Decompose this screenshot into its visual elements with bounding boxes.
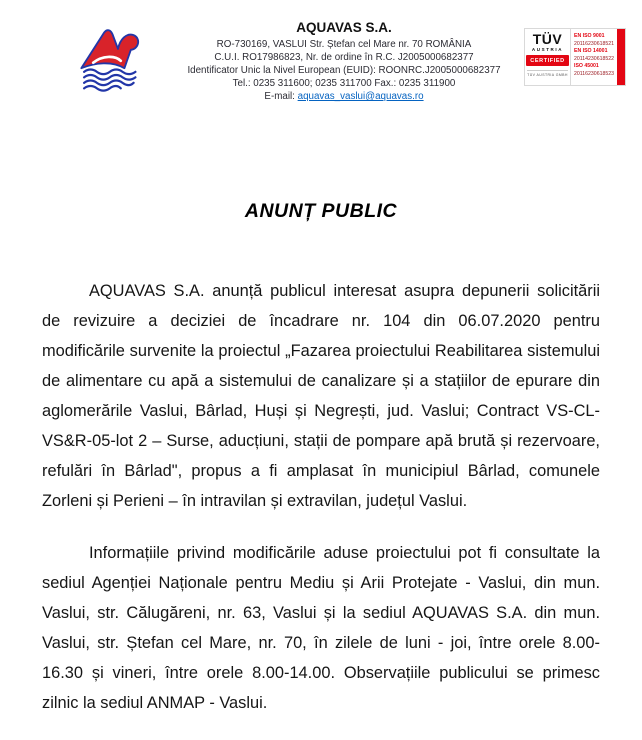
aquavas-logo xyxy=(76,18,164,97)
standard-name: ISO 45001 xyxy=(574,63,599,69)
page-title: ANUNȚ PUBLIC xyxy=(244,200,398,222)
standard-number: 20116230618521 xyxy=(574,40,615,47)
email-label: E-mail: xyxy=(264,91,295,102)
standard-name: EN ISO 14001 xyxy=(574,48,608,54)
letterhead-text xyxy=(164,18,524,104)
address-line-3: Identificator Unic la Nivel European (EUID): ROONRC.J2005000682377 xyxy=(187,65,501,76)
standard-number: 20116230618523 xyxy=(574,70,615,77)
address-line-1: RO-730169, VASLUI Str. Ștefan cel Mare nr. 70 ROMÂNIA xyxy=(216,39,472,50)
standard-name: EN ISO 9001 xyxy=(574,33,605,39)
company-name: AQUAVAS S.A. xyxy=(296,20,392,35)
address-line-2: C.U.I. RO17986823, Nr. de ordine în R.C. J2005000682377 xyxy=(214,52,474,63)
address-line-4: Tel.: 0235 311600; 0235 311700 Fax.: 0235 311900 xyxy=(232,78,456,89)
aquavas-logo-graphic xyxy=(76,26,160,92)
standard-number: 20114230618522 xyxy=(574,55,615,62)
tuv-standards-list xyxy=(571,29,617,85)
tuv-footer-label: TÜV AUSTRIA GMBH xyxy=(527,70,568,77)
email-link[interactable]: aquavas_vaslui@aquavas.ro xyxy=(297,91,424,102)
tuv-certification-badge xyxy=(524,28,626,86)
letterhead xyxy=(0,18,642,104)
tuv-red-stripe xyxy=(617,29,625,85)
tuv-region-label: AUSTRIA xyxy=(531,47,564,52)
tuv-certified-label: CERTIFIED xyxy=(526,55,568,66)
document-body xyxy=(42,276,600,740)
tuv-brand-logo: TÜV xyxy=(532,31,563,47)
tuv-logo-panel xyxy=(525,29,571,85)
paragraph-2: Informațiile privind modificările aduse proiectului pot fi consultate la sediul Agenției Naționale pentru Mediu și Arii Protejate - Vaslui, din mun. Vaslui, str. Călugăreni, nr. 63, Vaslui și la sediul AQUAVAS S.A. din mun. Vaslui, str. Ștefan cel Mare, nr. 70, în zilele de luni - joi, între orele 8.00-16.30 și vineri, între orele 8.00-14.00. Observațiile publicului se primesc zilnic la sediul ANMAP - Vaslui. xyxy=(42,544,600,712)
paragraph-1: AQUAVAS S.A. anunță publicul interesat asupra depunerii solicitării de revizuire a deciziei de încadrare nr. 104 din 06.07.2020 pentru modificările survenite la proiectul „Fazarea proiectului Reabilitarea sistemului de alimentare cu apă a sistemului de canalizare și a stațiilor de epurare din aglomerările Vaslui, Bârlad, Huși și Negrești, jud. Vaslui; Contract VS-CL-VS&R-05-lot 2 – Surse, aducțiuni, stații de pompare apă brută și rezervoare, refulări în Bârlad", propus a fi amplasat în municipiul Bârlad, comunele Zorleni și Perieni – în intravilan și extravilan, județul Vaslui. xyxy=(42,282,600,510)
email-line xyxy=(164,90,524,104)
